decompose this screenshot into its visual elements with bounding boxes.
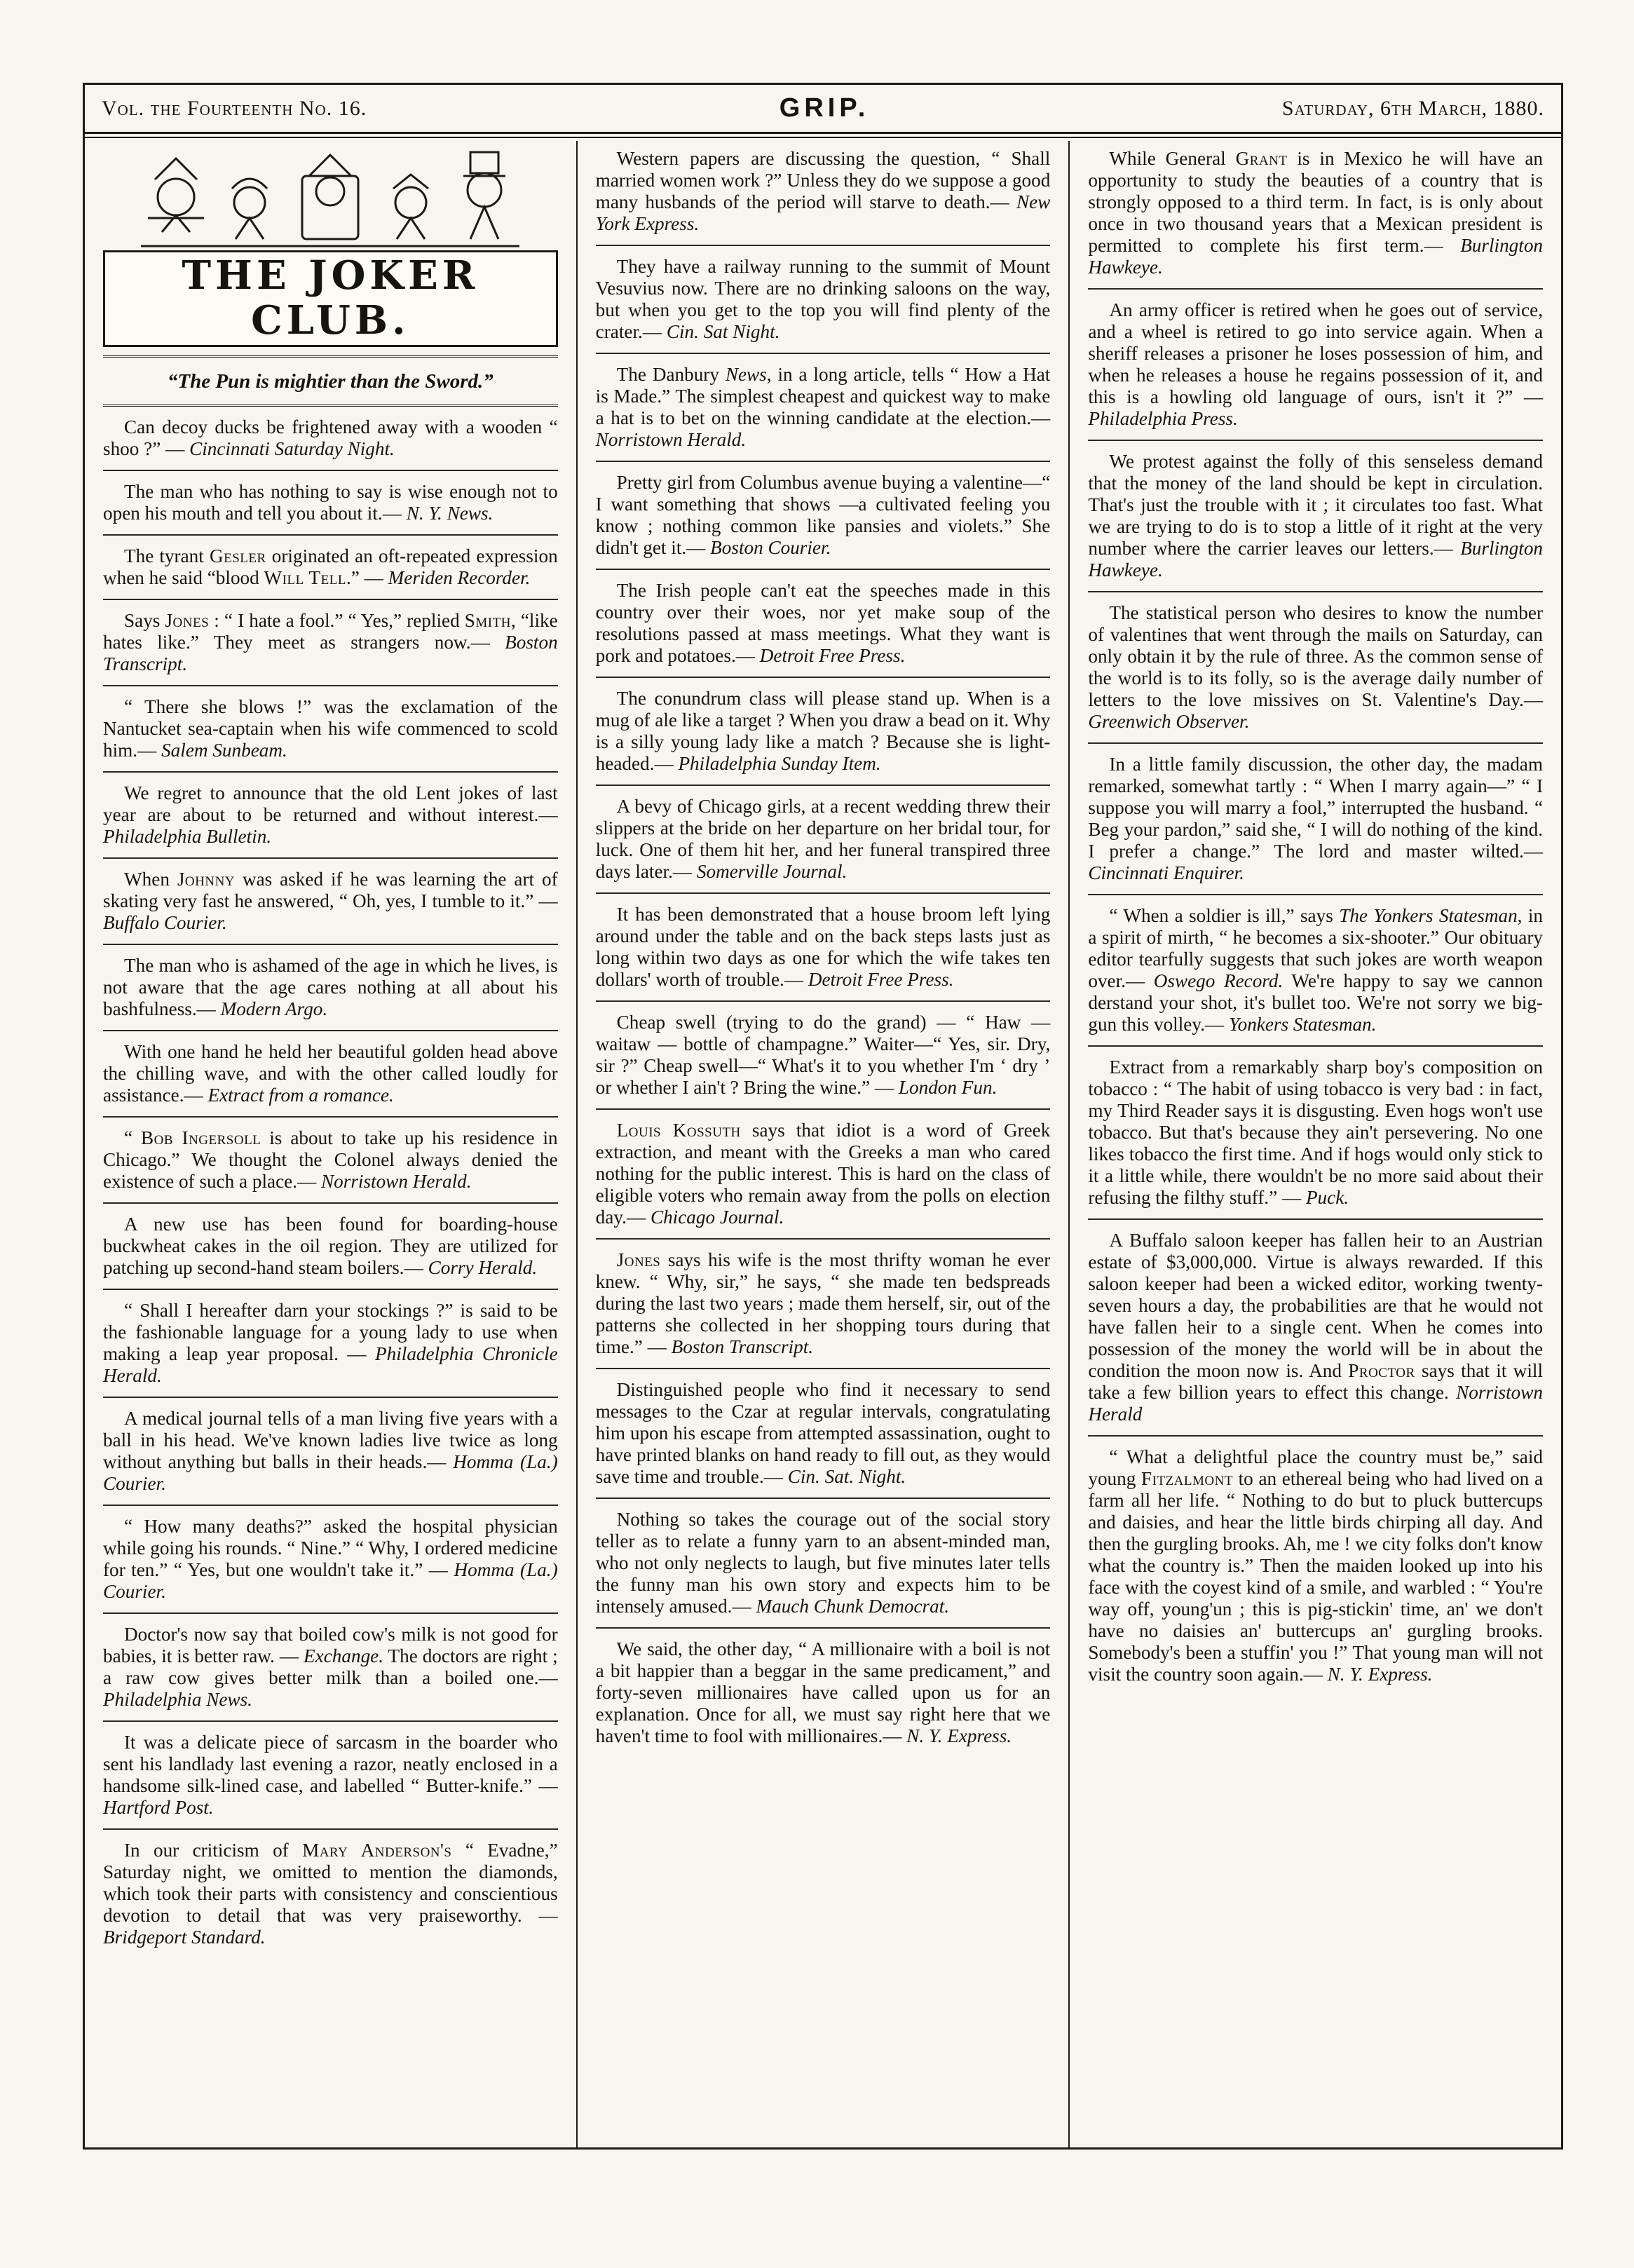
- joke-item: Western papers are discussing the question, “ Shall married women work ?” Unless they do we suppose a good many husbands of the period will starve to death.— New York Express.: [596, 148, 1051, 246]
- joke-item: It was a delicate piece of sarcasm in the boarder who sent his landlady last evening a razor, neatly enclosed in a handsome silk-lined case, and labelled “ Butter-knife.” — Hartford Post.: [103, 1722, 558, 1830]
- issue-date: Saturday, 6th March, 1880.: [1281, 96, 1544, 120]
- joke-item: “ What a delightful place the country must be,” said young Fitzalmont to an ethereal being who had lived on a farm all her life. “ Nothing to do but to pluck buttercups and daisies, and hear the little birds chirping all day. And then the gurgling brooks. Ah, me ! we city folks don't know what the country is.” Then the maiden looked up into his face with the coyest kind of a smile, and warbled : “ You're way off, young'un ; this is pig-stickin' time, an' we don't have no daisies an' buttercups an' gurgling brooks. Somebody's been a stuffin' you !” That young man will not visit the country soon again.— N. Y. Express.: [1088, 1446, 1544, 1685]
- joke-item: It has been demonstrated that a house broom left lying around under the table and on the back steps lasts just as long within two days as one for which the wife takes ten dollars' worth of trouble.— Detroit Free Press.: [596, 894, 1051, 1002]
- joker-club-header: [103, 148, 558, 358]
- joke-item: The tyrant Gesler originated an oft-repeated expression when he said “blood Will Tell.” — Meriden Recorder.: [103, 536, 558, 600]
- joke-item: The man who is ashamed of the age in which he lives, is not aware that the age cares nothing at all about his bashfulness.— Modern Argo.: [103, 945, 558, 1031]
- joke-item: Can decoy ducks be frightened away with a wooden “ shoo ?” — Cincinnati Saturday Night.: [103, 407, 558, 471]
- joke-item: A bevy of Chicago girls, at a recent wedding threw their slippers at the bride on her departure on her bridal tour, for luck. One of them hit her, and her funeral transpired three days later.— Somerville Journal.: [596, 786, 1051, 894]
- joke-item: Extract from a remarkably sharp boy's composition on tobacco : “ The habit of using tobacco is very bad : in fact, my Third Reader says it is disgusting. Even hogs won't use tobacco. But that's because they ain't persevering. No one likes tobacco the first time. And if hogs would only stick to it a little while, there wouldn't be no more said about their refusing the filthy stuff.” — Puck.: [1088, 1047, 1543, 1220]
- masthead-rule: [85, 137, 1561, 138]
- joke-item: With one hand he held her beautiful golden head above the chilling wave, and with the other called loudly for assistance.— Extract from a romance.: [103, 1031, 558, 1118]
- columns: [85, 141, 1561, 2147]
- joke-item: Louis Kossuth says that idiot is a word of Greek extraction, and meant with the Greeks a man who cared nothing for the public interest. This is hard on the class of eligible voters who remain away from the polls on election day.— Chicago Journal.: [596, 1110, 1051, 1240]
- joke-item: “ There she blows !” was the exclamation of the Nantucket sea-captain when his wife commenced to scold him.— Salem Sunbeam.: [103, 686, 558, 773]
- joke-item: We said, the other day, “ A millionaire with a boil is not a bit happier than a beggar in the same predicament,” and forty-seven millionaires have called upon us for an explanation. Once for all, we must say right here that we haven't time to fool with millionaires.— N. Y. Express.: [595, 1638, 1051, 1746]
- joke-item: The conundrum class will please stand up. When is a mug of ale like a target ? When you draw a bead on it. Why is a silly young lady like a match ? Because she is light-headed.— Philadelphia Sunday Item.: [596, 678, 1051, 786]
- joke-item: “ Bob Ingersoll is about to take up his residence in Chicago.” We thought the Colonel always denied the existence of such a place.— Norristown Herald.: [103, 1118, 558, 1204]
- joke-item: “ Shall I hereafter darn your stockings ?” is said to be the fashionable language for a young lady to use when making a leap year proposal. — Philadelphia Chronicle Herald.: [103, 1290, 558, 1398]
- joker-club-motto: “The Pun is mightier than the Sword.”: [103, 358, 558, 407]
- column-1: [85, 141, 576, 2147]
- joke-item: The man who has nothing to say is wise enough not to open his mouth and tell you about it.— N. Y. News.: [103, 471, 558, 536]
- joke-item: The Danbury News, in a long article, tells “ How a Hat is Made.” The simplest cheapest and quickest way to make a hat is to bet on the winning candidate at the election.— Norristown Herald.: [596, 354, 1051, 462]
- joke-item: A new use has been found for boarding-house buckwheat cakes in the oil region. They are utilized for patching up second-hand steam boilers.— Corry Herald.: [103, 1204, 558, 1290]
- joke-item: Nothing so takes the courage out of the social story teller as to relate a funny yarn to an absent-minded man, who not only neglects to laugh, but five minutes later tells the funny man his own story and expects him to be intensely amused.— Mauch Chunk Democrat.: [596, 1499, 1051, 1629]
- jokers-illustration: [134, 148, 526, 253]
- joke-item: Pretty girl from Columbus avenue buying a valentine—“ I want something that shows —a cultivated feeling you know ; nothing common like pansies and violets.” She didn't get it.— Boston Courier.: [596, 462, 1051, 570]
- joke-item: Says Jones : “ I hate a fool.” “ Yes,” replied Smith, “like hates like.” They meet as strangers now.— Boston Transcript.: [103, 600, 558, 686]
- joke-item: A Buffalo saloon keeper has fallen heir to an Austrian estate of $3,000,000. Virtue is always rewarded. If this saloon keeper had been a wicked editor, working twenty-seven hours a day, the probabilities are that he would not have fallen heir to a single cent. When he comes into possession of the money the world will be in about the condition the moon now is. And Proctor says that it will take a few billion years to effect this change. Norristown Herald: [1088, 1220, 1543, 1437]
- joke-item: In a little family discussion, the other day, the madam remarked, somewhat tartly : “ When I marry again—” “ I suppose you will marry a fool,” interrupted the husband. “ Beg your pardon,” said she, “ I will do nothing of the kind. I prefer a change.” The lord and master wilted.— Cincinnati Enquirer.: [1088, 744, 1543, 895]
- column-2: [576, 141, 1069, 2147]
- joker-club-title: THE JOKER CLUB.: [103, 250, 558, 347]
- joke-item: “ How many deaths?” asked the hospital physician while going his rounds. “ Nine.” “ Why, I ordered medicine for ten.” “ Yes, but one wouldn't take it.” — Homma (La.) Courier.: [103, 1506, 558, 1614]
- joke-item: While General Grant is in Mexico he will have an opportunity to study the beauties of a country that is strongly opposed to a third term. In fact, is is only about once in two thousand years that a Mexican president is permitted to complete his first term.— Burlington Hawkeye.: [1088, 148, 1543, 290]
- joke-item: When Johnny was asked if he was learning the art of skating very fast he answered, “ Oh, yes, I tumble to it.” — Buffalo Courier.: [103, 859, 558, 945]
- joke-item: They have a railway running to the summit of Mount Vesuvius now. There are no drinking saloons on the way, but when you get to the top you will find plenty of the crater.— Cin. Sat Night.: [596, 246, 1051, 354]
- joke-item: The Irish people can't eat the speeches made in this country over their woes, nor yet make soup of the resolutions passed at mass meetings. What they want is pork and potatoes.— Detroit Free Press.: [596, 570, 1051, 678]
- joke-item: “ When a soldier is ill,” says The Yonkers Statesman, in a spirit of mirth, “ he becomes a six-shooter.” Our obituary editor tearfully suggests that such jokes are worth weapon over.— Oswego Record. We're happy to say we cannon derstand your shot, it's bullet too. We're not sorry we big-gun this volley.— Yonkers Statesman.: [1088, 895, 1543, 1047]
- page-frame: [83, 83, 1563, 2150]
- column-3: [1068, 141, 1561, 2147]
- joke-item: The statistical person who desires to know the number of valentines that went through the mails on Saturday, can only obtain it by the rule of three. As the common sense of the world is to its folly, so is the average daily number of letters to the love missives on St. Valentine's Day.— Greenwich Observer.: [1088, 592, 1543, 744]
- joke-item: We regret to announce that the old Lent jokes of last year are about to be returned and without interest.— Philadelphia Bulletin.: [103, 773, 558, 859]
- joke-item: A medical journal tells of a man living five years with a ball in his head. We've known ladies live twice as long without anything but balls in their heads.— Homma (La.) Courier.: [103, 1398, 558, 1506]
- joke-item: Doctor's now say that boiled cow's milk is not good for babies, it is better raw. — Exchange. The doctors are right ; a raw cow gives better milk than a boiled one.— Philadelphia News.: [103, 1614, 558, 1722]
- joke-item: Cheap swell (trying to do the grand) — “ Haw — waitaw — bottle of champagne.” Waiter—“ Yes, sir. Dry, sir ?” Cheap swell—“ What's it to you whether I'm ‘ dry ’ or whether I ain't ? Bring the wine.” — London Fun.: [596, 1002, 1051, 1110]
- joke-item: In our criticism of Mary Anderson's “ Evadne,” Saturday night, we omitted to mention the diamonds, which took their parts with consistency and conscientious devotion to detail that was very praiseworthy. — Bridgeport Standard.: [103, 1839, 558, 1948]
- masthead: [85, 85, 1561, 134]
- joke-item: Distinguished people who find it necessary to send messages to the Czar at regular intervals, congratulating him upon his escape from attempted assassination, ought to have printed blanks on hand ready to fill out, as they would save time and trouble.— Cin. Sat. Night.: [596, 1369, 1051, 1499]
- joke-item: An army officer is retired when he goes out of service, and a wheel is retired to go into service again. When a sheriff releases a prisoner he loses possession of him, and when he releases a house he regains possession of it, and this is a howling old language of ours, isn't it ?” — Philadelphia Press.: [1088, 290, 1543, 441]
- joke-item: Jones says his wife is the most thrifty woman he ever knew. “ Why, sir,” he says, “ she made ten bedspreads during the last two years ; made them herself, sir, out of the patterns she collected in her shopping tours during that time.” — Boston Transcript.: [596, 1240, 1051, 1369]
- volume-label: Vol. the Fourteenth No. 16.: [102, 96, 367, 120]
- joke-item: We protest against the folly of this senseless demand that the money of the land should be kept in circulation. That's just the trouble with it ; it circulates too fast. What we are trying to do is to stop a little of it right at the very number where the carrier leaves our letters.— Burlington Hawkeye.: [1088, 441, 1543, 592]
- newspaper-title: GRIP.: [779, 93, 870, 123]
